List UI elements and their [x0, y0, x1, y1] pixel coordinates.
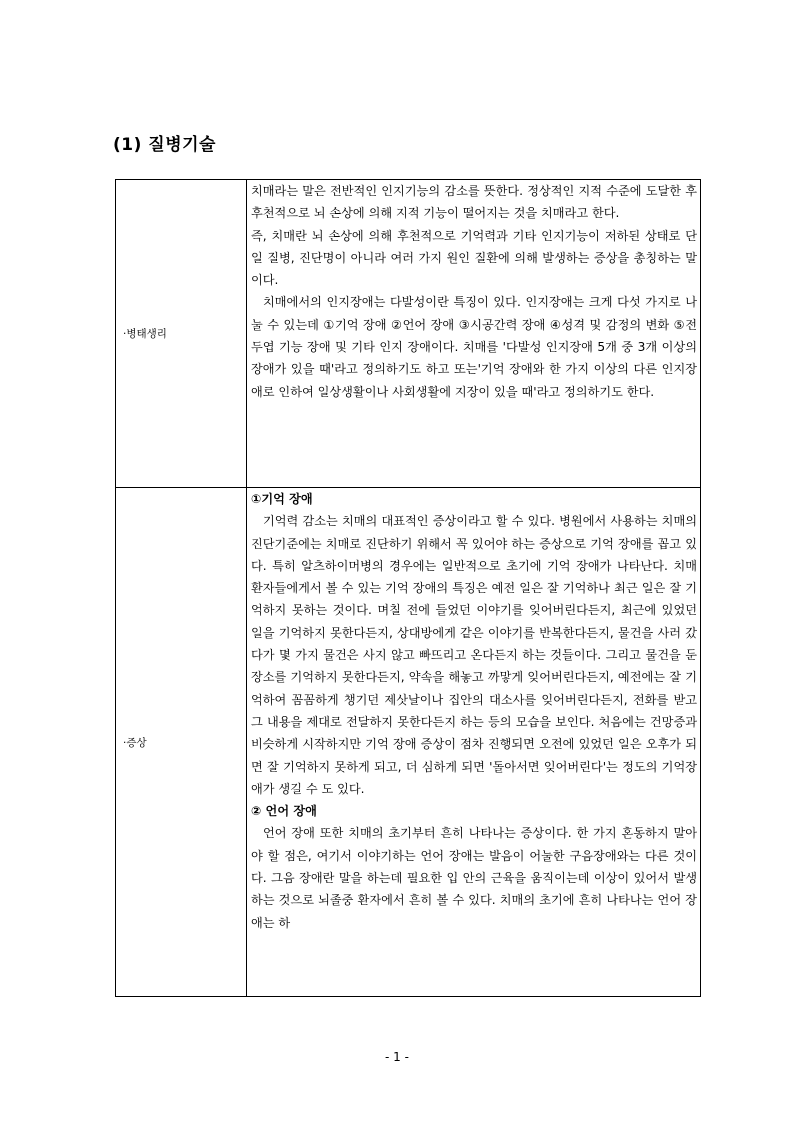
paragraph: 즉, 치매란 뇌 손상에 의해 후천적으로 기억력과 기타 인지기능이 저하된 상태로 단일 질병, 진단명이 아니라 여러 가지 원인 질환에 의해 발생하는 증상을 총칭하는 말이다. — [251, 228, 697, 288]
subheading-language-disorder: ② 언어 장애 — [251, 804, 317, 819]
row-label-pathophysiology: ·병태생리 — [116, 180, 247, 488]
symptoms-content — [247, 488, 701, 997]
paragraph: 치매라는 말은 전반적인 인지기능의 감소를 뜻한다. 정상적인 지적 수준에 도달한 후 후천적으로 뇌 손상에 의해 지적 기능이 떨어지는 것을 치매라고 한다. — [251, 184, 697, 221]
section-title: (1) 질병기술 — [113, 135, 216, 155]
row-label-symptoms: ·증상 — [116, 488, 247, 997]
table-row — [116, 180, 701, 488]
table-row — [116, 488, 701, 997]
disease-description-table — [115, 179, 701, 997]
subheading-memory-disorder: ①기억 장애 — [251, 492, 313, 506]
paragraph: 치매에서의 인지장애는 다발성이란 특징이 있다. 인지장애는 크게 다섯 가지로 나눌 수 있는데 ①기억 장애 ②언어 장애 ③시공간력 장애 ④성격 및 감정의 변화 ⑤전두엽 기능 장애 및 기타 인지 장애이다. 치매를 '다발성 인지장애 5개 중 3개 이상의 장애가 있을 때'라고 정의하기도 하고 또는'기억 장애와 한 가지 이상의 다른 인지장애로 인하여 일상생활이나 사회생활에 지장이 있을 때'라고 정의하기도 한다. — [251, 295, 697, 399]
pathophysiology-content — [247, 180, 701, 488]
page-number: - 1 - — [385, 1050, 409, 1064]
paragraph: 기억력 감소는 치매의 대표적인 증상이라고 할 수 있다. 병원에서 사용하는 치매의 진단기준에는 치매로 진단하기 위해서 꼭 있어야 하는 증상으로 기억 장애를 꼽고 있다. 특히 알츠하이머병의 경우에는 일반적으로 초기에 기억 장애가 나타난다. 치매 환자들에게서 볼 수 있는 기억 장애의 특징은 예전 일은 잘 기억하나 최근 일은 잘 기억하지 못하는 것이다. 며칠 전에 들었던 이야기를 잊어버린다든지, 최근에 있었던 일을 기억하지 못한다든지, 상대방에게 같은 이야기를 반복한다든지, 물건을 사러 갔다가 몇 가지 물건은 사지 않고 빠뜨리고 온다든지 하는 것들이다. 그리고 물건을 둔 장소를 기억하지 못한다든지, 약속을 해놓고 까맣게 잊어버린다든지, 예전에는 잘 기억하여 꼼꼼하게 챙기던 제삿날이나 집안의 대소사를 잊어버린다든지, 전화를 받고 그 내용을 제대로 전달하지 못한다든지 하는 등의 모습을 보인다. 처음에는 건망증과 비슷하게 시작하지만 기억 장애 증상이 점차 진행되면 오전에 있었던 일은 오후가 되면 잘 기억하지 못하게 되고, 더 심하게 되면 '돌아서면 잊어버린다'는 정도의 기억장애가 생길 수 도 있다. — [251, 514, 697, 796]
paragraph: 언어 장애 또한 치매의 초기부터 흔히 나타나는 증상이다. 한 가지 혼동하지 말아야 할 점은, 여기서 이야기하는 언어 장애는 발음이 어눌한 구음장애와는 다른 것이다. 그음 장애란 말을 하는데 필요한 입 안의 근육을 움직이는데 이상이 있어서 발생하는 것으로 뇌졸중 환자에서 흔히 볼 수 있다. 치매의 초기에 흔히 나타나는 언어 장애는 하 — [251, 826, 697, 930]
